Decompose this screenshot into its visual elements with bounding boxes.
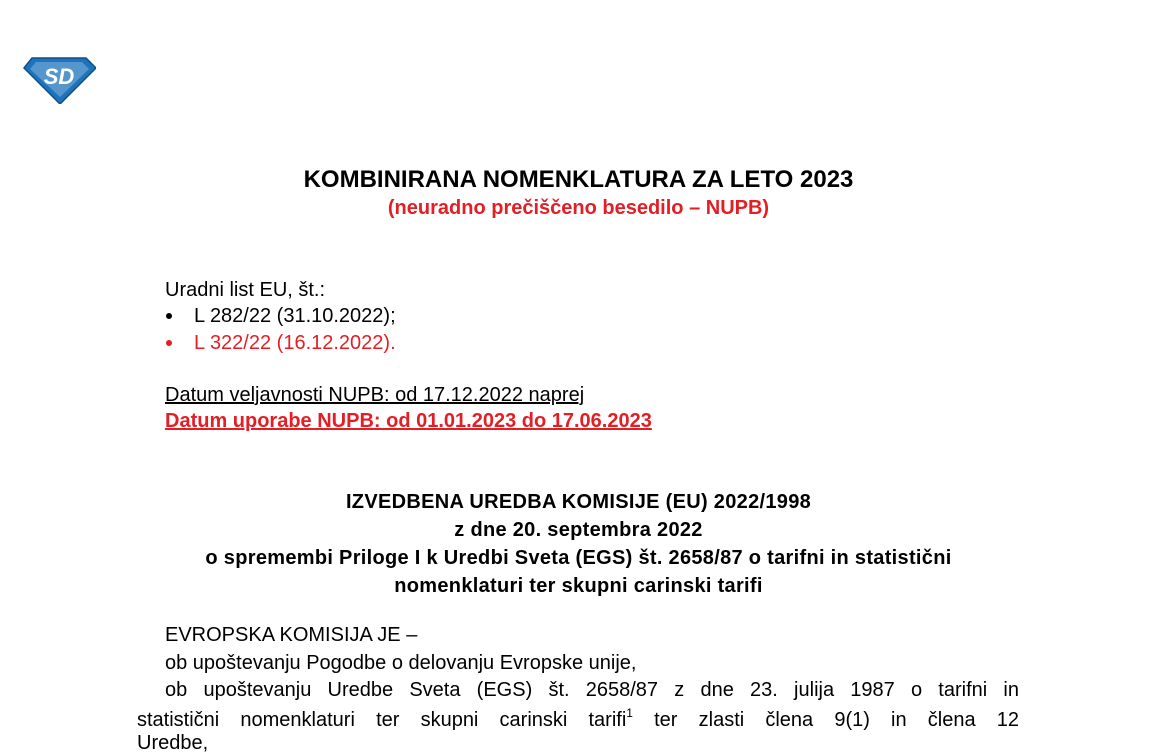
body-paragraph-2: ob upoštevanju Pogodbe o delovanju Evropske unije, — [165, 652, 637, 674]
official-journal-label: Uradni list EU, št.: — [165, 279, 326, 301]
validity-date: Datum veljavnosti NUPB: od 17.12.2022 naprej — [165, 384, 585, 406]
document-subtitle: (neuradno prečiščeno besedilo – NUPB) — [387, 197, 770, 219]
body-paragraph-3-line-3: Uredbe, — [137, 732, 209, 754]
svg-text:SD: SD — [43, 64, 75, 89]
footnote-reference[interactable]: 1 — [626, 706, 633, 720]
regulation-heading — [0, 488, 1157, 600]
document-title: KOMBINIRANA NOMENKLATURA ZA LETO 2023 — [303, 166, 854, 193]
bullet-icon — [166, 313, 172, 319]
regulation-line-1: IZVEDBENA UREDBA KOMISIJE (EU) 2022/1998 — [345, 491, 812, 513]
regulation-line-4: nomenklaturi ter skupni carinski tarifi — [394, 575, 763, 597]
body-paragraph-1: EVROPSKA KOMISIJA JE – — [165, 624, 418, 646]
regulation-line-3: o spremembi Priloge I k Uredbi Sveta (EGS) št. 2658/87 o tarifni in statistični — [205, 547, 952, 569]
regulation-line-2: z dne 20. septembra 2022 — [454, 519, 703, 541]
body-paragraph-3-line-2 — [137, 706, 1019, 732]
body-paragraph-3-line-1: ob upoštevanju Uredbe Sveta (EGS) št. 2658/87 z dne 23. julija 1987 o tarifni in — [165, 679, 1019, 701]
bullet-icon — [166, 340, 172, 346]
body-paragraph-3-text: statistični nomenklaturi ter skupni carinski tarifi — [137, 709, 627, 731]
journal-item-1: L 282/22 (31.10.2022); — [194, 305, 396, 327]
journal-item-2: L 322/22 (16.12.2022). — [194, 332, 396, 354]
company-logo-icon — [22, 50, 96, 104]
application-date: Datum uporabe NUPB: od 01.01.2023 do 17.06.2023 — [165, 410, 652, 432]
body-paragraph-3-text-end: ter zlasti člena 9(1) in člena 12 — [632, 709, 1019, 731]
